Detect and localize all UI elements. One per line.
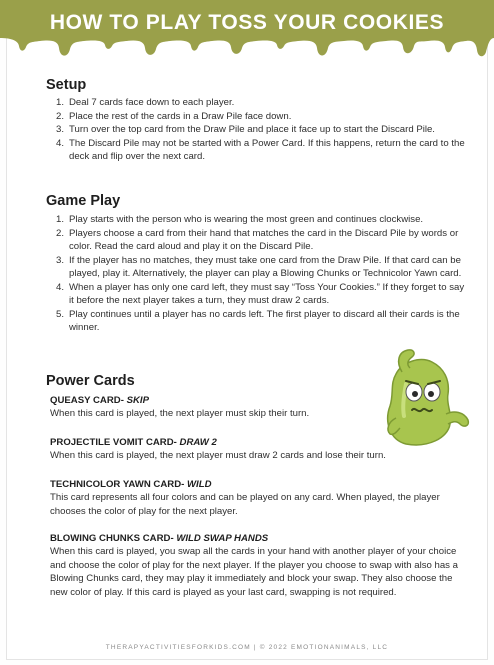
setup-step: 1. Deal 7 cards face down to each player. [56, 97, 235, 108]
gameplay-step: 1. Play starts with the person who is wearing the most green and continues clockwise. [56, 214, 424, 225]
gameplay-list [56, 213, 468, 335]
gameplay-step: 2. Players choose a card from their hand that matches the card in the Discard Pile by words or color. Read the card aloud and play it on the Discard Pile. [56, 227, 459, 252]
setup-step: 4. The Discard Pile may not be started with a Power Card. If this happens, return the card to the deck and flip over the next card. [56, 137, 465, 162]
gameplay-step: 5. Play continues until a player has no cards left. The first player to discard all their cards is the winner. [56, 308, 460, 333]
power-card-title: TECHNICOLOR YAWN CARD- WILD [50, 479, 212, 490]
power-cards-heading: Power Cards [46, 373, 135, 389]
power-card-technicolor-yawn [50, 478, 468, 518]
gameplay-heading: Game Play [46, 193, 121, 209]
footer-credit: THERAPYACTIVITIESFORKIDS.COM | © 2022 EMOTIONANIMALS, LLC [105, 644, 389, 651]
power-card-title: BLOWING CHUNKS CARD- WILD SWAP HANDS [50, 533, 269, 544]
power-card-description: When this card is played, the next player must skip their turn. [50, 408, 310, 419]
power-card-description: When this card is played, you swap all the cards in your hand with another player of your choice and choose the color of play for the next player. If the player you choose to swap with also has a Blowing Chunks card, they may play it immediately and block your swap. They also choose the new color of play. If this card is played as your last card, swapping is not required. [50, 546, 458, 598]
setup-heading: Setup [46, 77, 87, 93]
setup-step: 2. Place the rest of the cards in a Draw Pile face down. [56, 110, 292, 122]
title-banner [0, 0, 494, 64]
power-card-title: QUEASY CARD- SKIP [50, 395, 149, 406]
power-card-description: This card represents all four colors and can be played on any card. When played, the player chooses the color of play for the next player. [50, 492, 440, 517]
setup-step: 3. Turn over the top card from the Draw Pile and place it face up to start the Discard Pile. [56, 124, 435, 135]
power-card-title: PROJECTILE VOMIT CARD- DRAW 2 [50, 437, 217, 448]
page-title: HOW TO PLAY TOSS YOUR COOKIES [49, 11, 445, 34]
power-card-blowing-chunks [50, 532, 468, 599]
setup-list [56, 96, 466, 164]
sick-cookie-character-icon [380, 348, 472, 450]
power-card-description: When this card is played, the next player must draw 2 cards and lose their turn. [50, 450, 386, 461]
gameplay-step: 4. When a player has only one card left, they must say “Toss Your Cookies.” If they forget to say it before the next player takes a turn, they must draw 2 cards. [56, 281, 465, 306]
gameplay-step: 3. If the player has no matches, they must take one card from the Draw Pile. If that card can be played, play it. Alternatively, the player can play a Blowing Chunks or Technicolor Yawn card. [56, 254, 462, 279]
